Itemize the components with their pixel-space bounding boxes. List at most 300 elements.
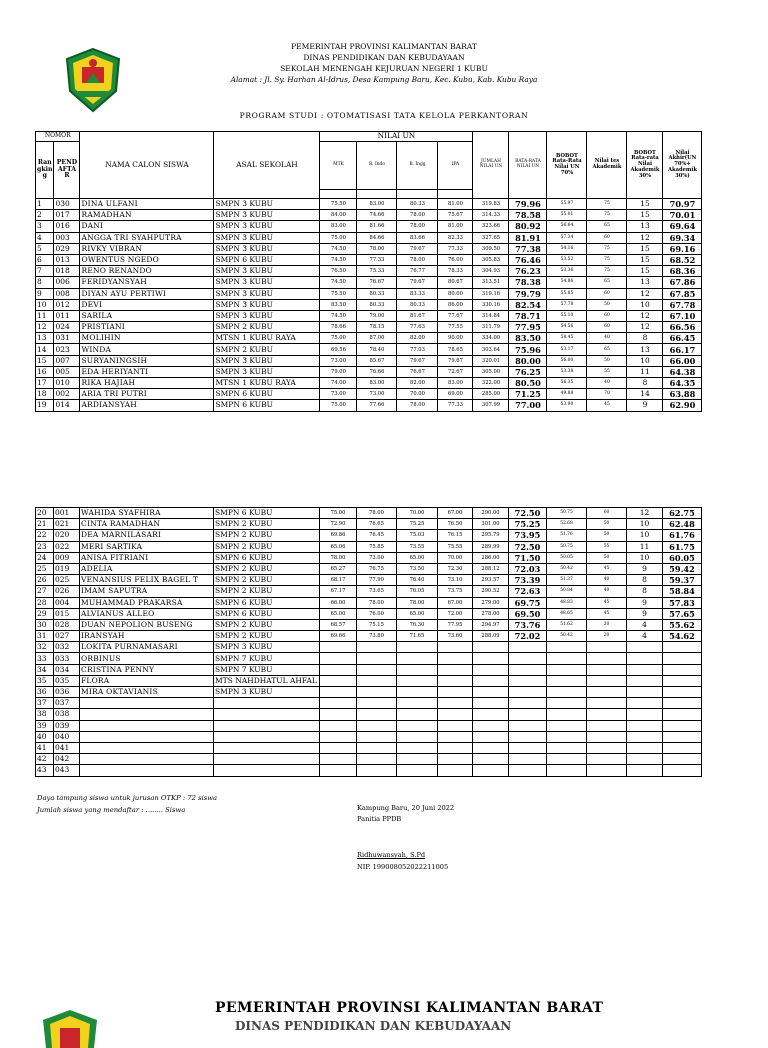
cell-bobot-un: 50.42 xyxy=(547,563,587,574)
cell-rank: 34 xyxy=(36,664,54,675)
cell-jumlah: 313.51 xyxy=(473,277,509,288)
cell-no-pendaftar: 010 xyxy=(54,378,80,389)
table-row xyxy=(36,519,702,530)
cell-bobot-akademik xyxy=(627,698,663,709)
cell-rata xyxy=(509,698,547,709)
cell-bobot-akademik: 12 xyxy=(627,322,663,333)
cell-mtk xyxy=(320,653,357,664)
cell-nilai-akademik: 60 xyxy=(587,310,627,321)
cell-asal: SMPN 2 KUBU xyxy=(214,563,320,574)
cell-mtk: 76.50 xyxy=(320,266,357,277)
cell-jumlah: 319.83 xyxy=(473,199,509,210)
cell-bingg: 70.00 xyxy=(397,508,438,519)
cell-nilai-akhir: 59.37 xyxy=(663,575,702,586)
cell-bindo: 73.00 xyxy=(357,389,397,400)
table-row xyxy=(36,277,702,288)
cell-jumlah: 323.66 xyxy=(473,221,509,232)
table-row xyxy=(36,653,702,664)
table-row xyxy=(36,675,702,686)
cell-nilai-akademik: 45 xyxy=(587,608,627,619)
cell-nama: OWENTUS NGEDO xyxy=(80,254,214,265)
cell-rank: 31 xyxy=(36,631,54,642)
cell-bobot-un: 57.78 xyxy=(547,299,587,310)
cell-bingg: 77.03 xyxy=(397,344,438,355)
cell-no-pendaftar: 003 xyxy=(54,232,80,243)
cell-nama: SURYANINGSIH xyxy=(80,355,214,366)
cell-nilai-akademik: 60 xyxy=(587,322,627,333)
cell-nama: ARDIANSYAH xyxy=(80,400,214,411)
cell-rata: 73.76 xyxy=(509,619,547,630)
cell-nilai-akhir: 69.16 xyxy=(663,243,702,254)
cell-jumlah: 301.00 xyxy=(473,519,509,530)
cell-nilai-akhir: 67.86 xyxy=(663,277,702,288)
cell-nilai-akademik: 60 xyxy=(587,288,627,299)
cell-rank: 17 xyxy=(36,378,54,389)
cell-mtk: 75.00 xyxy=(320,400,357,411)
cell-nama: FLORA xyxy=(80,675,214,686)
cell-rata: 76.46 xyxy=(509,254,547,265)
cell-nilai-akhir xyxy=(663,731,702,742)
cell-bingg: 75.03 xyxy=(397,530,438,541)
cell-mtk xyxy=(320,664,357,675)
cell-bingg: 71.65 xyxy=(397,631,438,642)
cell-nilai-akademik xyxy=(587,765,627,776)
footer-subtitle: DINAS PENDIDIKAN DAN KEBUDAYAAN xyxy=(235,1019,512,1033)
cell-bindo: 78.15 xyxy=(357,322,397,333)
cell-rank: 9 xyxy=(36,288,54,299)
cell-no-pendaftar: 028 xyxy=(54,619,80,630)
cell-bingg xyxy=(397,765,438,776)
cell-nilai-akademik: 45 xyxy=(587,597,627,608)
cell-bobot-akademik: 10 xyxy=(627,355,663,366)
cell-asal: SMPN 2 KUBU xyxy=(214,344,320,355)
cell-bobot-akademik: 13 xyxy=(627,277,663,288)
cell-bingg xyxy=(397,664,438,675)
cell-mtk xyxy=(320,675,357,686)
cell-jumlah xyxy=(473,642,509,653)
cell-ipa xyxy=(438,675,473,686)
table-row xyxy=(36,344,702,355)
cell-ipa xyxy=(438,687,473,698)
cell-bingg xyxy=(397,754,438,765)
cell-no-pendaftar: 038 xyxy=(54,709,80,720)
cell-rank: 15 xyxy=(36,355,54,366)
cell-asal xyxy=(214,731,320,742)
cell-nilai-akhir: 61.76 xyxy=(663,530,702,541)
cell-rank: 8 xyxy=(36,277,54,288)
cell-jumlah: 290.52 xyxy=(473,586,509,597)
cell-bindo xyxy=(357,642,397,653)
cell-jumlah xyxy=(473,653,509,664)
cell-nilai-akhir xyxy=(663,698,702,709)
cell-nilai-akademik xyxy=(587,687,627,698)
signature-nip: NIP. 199008052022211005 xyxy=(357,863,449,871)
cell-bingg: 76.67 xyxy=(397,366,438,377)
cell-nama xyxy=(80,720,214,731)
cell-bindo: 77.66 xyxy=(357,400,397,411)
cell-no-pendaftar: 011 xyxy=(54,310,80,321)
cell-bingg: 83.33 xyxy=(397,288,438,299)
table-row xyxy=(36,720,702,731)
cell-jumlah: 303.64 xyxy=(473,344,509,355)
cell-no-pendaftar: 001 xyxy=(54,508,80,519)
cell-nilai-akhir: 62.90 xyxy=(663,400,702,411)
cell-ipa: 83.00 xyxy=(438,378,473,389)
cell-nilai-akhir: 70.01 xyxy=(663,210,702,221)
cell-bobot-un: 54.86 xyxy=(547,277,587,288)
cell-jumlah xyxy=(473,742,509,753)
cell-asal: SMPN 3 KUBU xyxy=(214,310,320,321)
cell-bingg: 80.33 xyxy=(397,299,438,310)
cell-bobot-akademik: 8 xyxy=(627,586,663,597)
cell-no-pendaftar: 005 xyxy=(54,366,80,377)
cell-asal xyxy=(214,742,320,753)
cell-ipa: 77.33 xyxy=(438,400,473,411)
cell-rank: 18 xyxy=(36,389,54,400)
cell-bingg xyxy=(397,720,438,731)
cell-bobot-un: 55.10 xyxy=(547,310,587,321)
cell-bobot-un: 50.05 xyxy=(547,552,587,563)
cell-ipa xyxy=(438,765,473,776)
cell-ipa: 75.55 xyxy=(438,541,473,552)
footer-title: PEMERINTAH PROVINSI KALIMANTAN BARAT xyxy=(215,1000,604,1016)
cell-rata: 77.95 xyxy=(509,322,547,333)
cell-asal xyxy=(214,698,320,709)
cell-rata: 69.50 xyxy=(509,608,547,619)
cell-rata: 78.71 xyxy=(509,310,547,321)
table-row xyxy=(36,586,702,597)
cell-nilai-akhir: 67.78 xyxy=(663,299,702,310)
cell-bingg xyxy=(397,675,438,686)
cell-no-pendaftar: 026 xyxy=(54,586,80,597)
cell-jumlah: 327.65 xyxy=(473,232,509,243)
cell-nilai-akhir xyxy=(663,742,702,753)
cell-mtk: 75.00 xyxy=(320,333,357,344)
cell-mtk: 74.00 xyxy=(320,378,357,389)
cell-jumlah: 289.99 xyxy=(473,541,509,552)
col-nama: NAMA CALON SISWA xyxy=(80,132,214,199)
cell-bingg: 75.25 xyxy=(397,519,438,530)
cell-nama: DINA ULFANI xyxy=(80,199,214,210)
table-row xyxy=(36,631,702,642)
cell-bindo: 81.66 xyxy=(357,221,397,232)
cell-rank: 13 xyxy=(36,333,54,344)
cell-nilai-akhir: 62.48 xyxy=(663,519,702,530)
cell-rata: 77.38 xyxy=(509,243,547,254)
cell-nilai-akademik: 55 xyxy=(587,366,627,377)
cell-bobot-un xyxy=(547,720,587,731)
table-row xyxy=(36,254,702,265)
cell-nama: RENO RENANDO xyxy=(80,266,214,277)
cell-jumlah: 294.97 xyxy=(473,619,509,630)
cell-mtk: 78.00 xyxy=(320,552,357,563)
cell-bindo: 78.00 xyxy=(357,243,397,254)
cell-nilai-akademik: 45 xyxy=(587,563,627,574)
cell-bobot-akademik: 13 xyxy=(627,221,663,232)
cell-asal: SMPN 3 KUBU xyxy=(214,642,320,653)
cell-jumlah: 309.50 xyxy=(473,243,509,254)
cell-bobot-akademik: 11 xyxy=(627,366,663,377)
cell-bingg: 76.05 xyxy=(397,586,438,597)
cell-nilai-akademik: 50 xyxy=(587,355,627,366)
cell-nilai-akademik: 40 xyxy=(587,333,627,344)
cell-nama: MOLIHIN xyxy=(80,333,214,344)
cell-rank: 36 xyxy=(36,687,54,698)
cell-bobot-un: 48.65 xyxy=(547,608,587,619)
cell-bobot-un: 53.36 xyxy=(547,266,587,277)
cell-rank: 12 xyxy=(36,322,54,333)
cell-bingg: 83.66 xyxy=(397,232,438,243)
cell-rata xyxy=(509,742,547,753)
cell-nama: ARIA TRI PUTRI xyxy=(80,389,214,400)
cell-rata: 76.25 xyxy=(509,366,547,377)
table-row xyxy=(36,288,702,299)
cell-bingg: 77.63 xyxy=(397,322,438,333)
cell-bobot-un xyxy=(547,731,587,742)
cell-ipa xyxy=(438,709,473,720)
cell-bindo: 85.67 xyxy=(357,355,397,366)
cell-nilai-akhir: 68.52 xyxy=(663,254,702,265)
cell-asal xyxy=(214,709,320,720)
cell-bindo: 83.00 xyxy=(357,199,397,210)
cell-rata: 75.96 xyxy=(509,344,547,355)
cell-ipa: 90.00 xyxy=(438,333,473,344)
cell-bobot-un xyxy=(547,765,587,776)
cell-rank: 3 xyxy=(36,221,54,232)
cell-nilai-akademik xyxy=(587,731,627,742)
cell-asal: SMPN 2 KUBU xyxy=(214,631,320,642)
cell-nilai-akhir: 58.84 xyxy=(663,586,702,597)
cell-bobot-un: 51.76 xyxy=(547,530,587,541)
cell-bingg xyxy=(397,687,438,698)
cell-nama xyxy=(80,754,214,765)
cell-asal: SMPN 6 KUBU xyxy=(214,508,320,519)
col-bobot-un: BOBOT Rata-Rata Nilai UN 70% xyxy=(547,132,587,199)
cell-rata: 82.54 xyxy=(509,299,547,310)
col-bindo: B. Indo xyxy=(357,142,397,190)
cell-bindo xyxy=(357,687,397,698)
cell-nilai-akhir: 64.35 xyxy=(663,378,702,389)
cell-nama: DUAN NEPOLION BUSENG xyxy=(80,619,214,630)
col-nilai-un: NILAI UN xyxy=(320,132,473,142)
cell-ipa: 72.00 xyxy=(438,608,473,619)
cell-ipa xyxy=(438,664,473,675)
cell-mtk: 83.00 xyxy=(320,221,357,232)
cell-nilai-akademik: 50 xyxy=(587,299,627,310)
cell-nilai-akademik: 75 xyxy=(587,210,627,221)
cell-ipa: 78.65 xyxy=(438,344,473,355)
cell-bobot-un: 55.97 xyxy=(547,199,587,210)
cell-rank: 37 xyxy=(36,698,54,709)
table-row xyxy=(36,266,702,277)
cell-rank: 40 xyxy=(36,731,54,742)
table-row xyxy=(36,333,702,344)
cell-no-pendaftar: 036 xyxy=(54,687,80,698)
cell-nilai-akademik: 65 xyxy=(587,277,627,288)
cell-bobot-akademik: 10 xyxy=(627,519,663,530)
cell-mtk: 73.00 xyxy=(320,355,357,366)
cell-rank: 7 xyxy=(36,266,54,277)
capacity-note: Daya tampung siswa untuk jurusan OTKP : 72 siswa xyxy=(37,794,218,802)
col-bobot-akademik: BOBOT Rata-rata Nilai Akademik 30% xyxy=(627,132,663,199)
cell-rata: 71.25 xyxy=(509,389,547,400)
cell-bobot-akademik xyxy=(627,653,663,664)
cell-bingg: 76.30 xyxy=(397,619,438,630)
table-row xyxy=(36,389,702,400)
cell-nama: CINTA RAMADHAN xyxy=(80,519,214,530)
cell-no-pendaftar: 008 xyxy=(54,288,80,299)
cell-bobot-un xyxy=(547,653,587,664)
cell-asal: SMPN 3 KUBU xyxy=(214,243,320,254)
cell-rank: 23 xyxy=(36,541,54,552)
cell-nilai-akhir xyxy=(663,664,702,675)
cell-rank: 39 xyxy=(36,720,54,731)
cell-bingg: 82.00 xyxy=(397,333,438,344)
cell-nilai-akademik: 70 xyxy=(587,389,627,400)
cell-ipa: 67.00 xyxy=(438,597,473,608)
cell-bingg: 81.67 xyxy=(397,310,438,321)
cell-bobot-un: 56.64 xyxy=(547,221,587,232)
cell-nilai-akhir xyxy=(663,642,702,653)
table-row xyxy=(36,210,702,221)
cell-nilai-akhir: 54.62 xyxy=(663,631,702,642)
cell-mtk xyxy=(320,687,357,698)
cell-bindo: 76.65 xyxy=(357,519,397,530)
cell-rata: 72.63 xyxy=(509,586,547,597)
cell-nama: DANI xyxy=(80,221,214,232)
cell-ipa xyxy=(438,720,473,731)
cell-bobot-akademik: 10 xyxy=(627,552,663,563)
cell-bingg: 78.00 xyxy=(397,597,438,608)
cell-ipa xyxy=(438,698,473,709)
cell-bindo: 75.85 xyxy=(357,541,397,552)
cell-nilai-akademik: 50 xyxy=(587,552,627,563)
cell-nilai-akademik xyxy=(587,709,627,720)
cell-mtk: 75.00 xyxy=(320,508,357,519)
cell-asal: SMPN 2 KUBU xyxy=(214,530,320,541)
cell-asal: SMPN 7 KUBU xyxy=(214,664,320,675)
cell-no-pendaftar: 037 xyxy=(54,698,80,709)
cell-no-pendaftar: 041 xyxy=(54,742,80,753)
cell-mtk: 74.50 xyxy=(320,277,357,288)
cell-bobot-un xyxy=(547,642,587,653)
cell-rata: 79.96 xyxy=(509,199,547,210)
cell-bingg: 78.00 xyxy=(397,210,438,221)
cell-nilai-akademik: 75 xyxy=(587,266,627,277)
cell-no-pendaftar: 020 xyxy=(54,530,80,541)
cell-bindo: 77.90 xyxy=(357,575,397,586)
cell-rank: 19 xyxy=(36,400,54,411)
cell-bobot-akademik: 15 xyxy=(627,243,663,254)
cell-mtk: 74.50 xyxy=(320,254,357,265)
cell-nilai-akhir: 66.56 xyxy=(663,322,702,333)
cell-bobot-akademik: 14 xyxy=(627,389,663,400)
cell-bobot-un: 58.45 xyxy=(547,333,587,344)
cell-bingg: 65.00 xyxy=(397,552,438,563)
cell-bingg: 73.50 xyxy=(397,563,438,574)
cell-rank: 24 xyxy=(36,552,54,563)
cell-jumlah: 305.00 xyxy=(473,366,509,377)
cell-bobot-un: 54.16 xyxy=(547,243,587,254)
cell-bindo xyxy=(357,709,397,720)
cell-asal: SMPN 2 KUBU xyxy=(214,541,320,552)
cell-ipa: 76.50 xyxy=(438,519,473,530)
cell-bindo: 78.00 xyxy=(357,508,397,519)
cell-nama: IRANSYAH xyxy=(80,631,214,642)
cell-mtk: 69.66 xyxy=(320,631,357,642)
cell-nilai-akademik xyxy=(587,675,627,686)
cell-no-pendaftar: 019 xyxy=(54,563,80,574)
cell-bingg xyxy=(397,642,438,653)
cell-nilai-akademik: 40 xyxy=(587,378,627,389)
cell-jumlah: 314.84 xyxy=(473,310,509,321)
cell-rank: 42 xyxy=(36,754,54,765)
cell-bindo: 84.66 xyxy=(357,232,397,243)
program-title: PROGRAM STUDI : OTOMATISASI TATA KELOLA PERKANTORAN xyxy=(239,111,529,120)
cell-ipa xyxy=(438,742,473,753)
cell-jumlah xyxy=(473,664,509,675)
cell-nilai-akademik: 65 xyxy=(587,344,627,355)
cell-bingg: 76.40 xyxy=(397,575,438,586)
cell-mtk: 79.00 xyxy=(320,366,357,377)
cell-ipa: 73.10 xyxy=(438,575,473,586)
provincial-emblem-icon xyxy=(40,1008,100,1048)
cell-nilai-akademik: 55 xyxy=(587,541,627,552)
col-nilai-akhir: Nilai Akhir(UN 70%+ Akademik 30%) xyxy=(663,132,702,199)
cell-rata: 73.39 xyxy=(509,575,547,586)
cell-nama xyxy=(80,698,214,709)
table-row xyxy=(36,552,702,563)
cell-bindo xyxy=(357,731,397,742)
ranking-table-bottom xyxy=(35,507,702,777)
cell-nama: ADELIA xyxy=(80,563,214,574)
cell-bobot-un xyxy=(547,754,587,765)
header-address: Alamat : Jl. Sy. Harhan Al-Idrus, Desa Kampung Baru, Kec. Kubu, Kab. Kubu Raya xyxy=(230,75,538,84)
cell-nilai-akademik xyxy=(587,642,627,653)
cell-bobot-un: 51.37 xyxy=(547,575,587,586)
table-row xyxy=(36,355,702,366)
cell-asal: SMPN 6 KUBU xyxy=(214,254,320,265)
table-row xyxy=(36,642,702,653)
table-row xyxy=(36,541,702,552)
cell-mtk xyxy=(320,754,357,765)
cell-jumlah xyxy=(473,698,509,709)
cell-ipa xyxy=(438,653,473,664)
cell-rata: 72.50 xyxy=(509,541,547,552)
cell-nilai-akademik xyxy=(587,754,627,765)
cell-bobot-un: 55.01 xyxy=(547,210,587,221)
cell-nilai-akhir xyxy=(663,720,702,731)
cell-bindo xyxy=(357,742,397,753)
cell-mtk xyxy=(320,731,357,742)
cell-no-pendaftar: 030 xyxy=(54,199,80,210)
cell-bingg: 82.00 xyxy=(397,378,438,389)
cell-mtk: 75.50 xyxy=(320,199,357,210)
cell-mtk: 83.50 xyxy=(320,299,357,310)
cell-rata: 73.95 xyxy=(509,530,547,541)
cell-bingg: 78.00 xyxy=(397,254,438,265)
cell-nilai-akhir: 61.75 xyxy=(663,541,702,552)
cell-rata xyxy=(509,653,547,664)
cell-no-pendaftar: 021 xyxy=(54,519,80,530)
cell-bobot-akademik: 13 xyxy=(627,344,663,355)
cell-bobot-akademik: 12 xyxy=(627,232,663,243)
cell-mtk: 65.27 xyxy=(320,563,357,574)
cell-jumlah xyxy=(473,754,509,765)
cell-no-pendaftar: 042 xyxy=(54,754,80,765)
cell-bindo xyxy=(357,765,397,776)
cell-no-pendaftar: 006 xyxy=(54,277,80,288)
